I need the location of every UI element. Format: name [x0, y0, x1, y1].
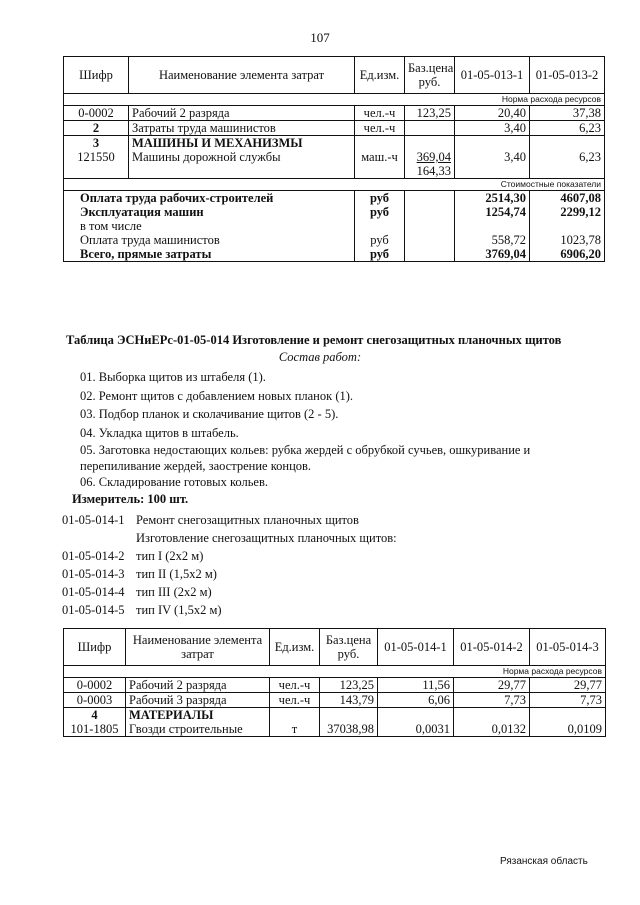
cell-name: Затраты труда машинистов: [129, 121, 355, 136]
cell-unit: чел.-ч: [270, 678, 320, 693]
cell-value: 29,77: [530, 678, 606, 693]
cost-label: Стоимостные показатели: [64, 179, 605, 191]
cell-code: 0-0003: [64, 693, 126, 708]
cell-unit: чел.-ч: [270, 693, 320, 708]
cell-unit: чел.-ч: [355, 106, 405, 121]
table-row: [64, 121, 605, 136]
col-header-2: 01-05-013-2: [530, 57, 605, 94]
cell-price: 37038,98: [320, 722, 378, 737]
norm-label: Норма расхода ресурсов: [64, 666, 606, 678]
cost-value: 3769,04: [455, 247, 530, 262]
col-header-name: Наименование элемента затрат: [129, 57, 355, 94]
price-line-2: 164,33: [416, 164, 451, 178]
cell-code: 2: [64, 121, 129, 136]
cost-name: Оплата труда машинистов: [64, 233, 355, 247]
code-row: [62, 567, 217, 582]
table-header-row: [64, 629, 606, 666]
cell-name: Рабочий 3 разряда: [126, 693, 270, 708]
code-row: [62, 513, 359, 528]
cell-name: Гвозди строительные: [126, 722, 270, 737]
cost-value: 4607,08: [530, 191, 605, 206]
section-title: Таблица ЭСНиЕРс-01-05-014 Изготовление и ремонт снегозащитных планочных щитов: [66, 333, 562, 347]
cost-name: Эксплуатация машин: [64, 205, 355, 219]
code: 01-05-014-4: [62, 585, 125, 599]
code-row: [62, 585, 212, 600]
code-desc: тип II (1,5х2 м): [136, 567, 217, 581]
cost-unit: руб: [355, 205, 405, 219]
table-header-row: [64, 57, 605, 94]
cost-row: [64, 219, 605, 233]
cost-row: [64, 191, 605, 206]
cell-price: 143,79: [320, 693, 378, 708]
cell-value: 29,77: [454, 678, 530, 693]
code: 01-05-014-2: [62, 549, 125, 563]
work-composition-title: Состав работ:: [278, 350, 362, 364]
work-item: 02. Ремонт щитов с добавлением новых планок (1).: [80, 389, 354, 403]
cost-label-row: [64, 179, 605, 191]
cell-unit: т: [270, 722, 320, 737]
cost-value: 6906,20: [530, 247, 605, 262]
code-desc: тип IV (1,5х2 м): [136, 603, 222, 617]
cost-value: 2514,30: [455, 191, 530, 206]
code: 01-05-014-3: [62, 567, 125, 581]
code-row: [62, 549, 203, 564]
col-header-price: Баз.цена руб.: [405, 57, 455, 94]
code-row: [62, 603, 222, 618]
cell-name: Машины дорожной службы: [129, 150, 355, 179]
cell-code: 101-1805: [64, 722, 126, 737]
col-header-unit: Ед.изм.: [355, 57, 405, 94]
col-header-code: Шифр: [64, 57, 129, 94]
cell-price: [405, 121, 455, 136]
code-desc: тип I (2х2 м): [136, 549, 204, 563]
cell-value: 6,23: [530, 150, 605, 179]
code: 01-05-014-1: [62, 513, 125, 527]
col-header-2: 01-05-014-2: [454, 629, 530, 666]
table-row: [64, 708, 606, 723]
cell-code: 0-0002: [64, 106, 129, 121]
cost-unit: руб: [355, 247, 405, 262]
cell-value: 6,06: [378, 693, 454, 708]
col-header-price: Баз.цена руб.: [320, 629, 378, 666]
resource-table-1: [63, 56, 605, 262]
cell-price: 123,25: [320, 678, 378, 693]
cell-code: 3: [64, 136, 129, 151]
table-row: [64, 678, 606, 693]
code-desc: тип III (2х2 м): [136, 585, 212, 599]
cost-value: 1023,78: [530, 233, 605, 247]
cell-code: 121550: [64, 150, 129, 179]
table-row: [64, 722, 606, 737]
col-header-unit: Ед.изм.: [270, 629, 320, 666]
cell-value: 11,56: [378, 678, 454, 693]
table-row: [64, 106, 605, 121]
cell-value: 6,23: [530, 121, 605, 136]
cost-row: [64, 247, 605, 262]
col-header-3: 01-05-014-3: [530, 629, 606, 666]
cell-value: 20,40: [455, 106, 530, 121]
cost-value: 2299,12: [530, 205, 605, 219]
col-header-code: Шифр: [64, 629, 126, 666]
resource-table-2: [63, 628, 606, 737]
cost-row: [64, 205, 605, 219]
meter: Измеритель: 100 шт.: [72, 492, 189, 506]
work-item: 05. Заготовка недостающих кольев: рубка жердей с обрубкой сучьев, ошкуривание и перепиливание жердей, заострение концов.: [80, 443, 531, 473]
col-header-1: 01-05-013-1: [455, 57, 530, 94]
cell-name: Рабочий 2 разряда: [126, 678, 270, 693]
cell-code: 0-0002: [64, 678, 126, 693]
code: 01-05-014-5: [62, 603, 125, 617]
cell-value: 0,0109: [530, 722, 606, 737]
section-heading: МАШИНЫ И МЕХАНИЗМЫ: [129, 136, 355, 151]
code-desc: Ремонт снегозащитных планочных щитов: [136, 513, 359, 527]
cost-value: 1254,74: [455, 205, 530, 219]
work-item: 03. Подбор планок и сколачивание щитов (2 - 5).: [80, 407, 339, 421]
cost-name: Всего, прямые затраты: [64, 247, 355, 262]
cell-value: 7,73: [454, 693, 530, 708]
cost-unit: руб: [355, 191, 405, 206]
norm-row: [64, 94, 605, 106]
cost-value: 558,72: [455, 233, 530, 247]
cell-price: 123,25: [405, 106, 455, 121]
cell-name: Рабочий 2 разряда: [129, 106, 355, 121]
table-row: [64, 150, 605, 179]
cell-value: 3,40: [455, 150, 530, 179]
cell-unit: чел.-ч: [355, 121, 405, 136]
work-item: 06. Складирование готовых кольев.: [80, 475, 268, 489]
page-number: 107: [310, 30, 330, 45]
cost-unit: руб: [355, 233, 405, 247]
cell-value: 7,73: [530, 693, 606, 708]
cell-value: 3,40: [455, 121, 530, 136]
work-item: 01. Выборка щитов из штабеля (1).: [80, 370, 266, 384]
section-heading: МАТЕРИАЛЫ: [126, 708, 270, 723]
col-header-1: 01-05-014-1: [378, 629, 454, 666]
table-row: [64, 136, 605, 151]
table-row: [64, 693, 606, 708]
norm-label: Норма расхода ресурсов: [64, 94, 605, 106]
cell-value: 0,0031: [378, 722, 454, 737]
footer-region: Рязанская область: [500, 856, 588, 867]
cell-unit: маш.-ч: [355, 150, 405, 179]
cost-name: Оплата труда рабочих-строителей: [64, 191, 355, 206]
cost-row: [64, 233, 605, 247]
cell-value: 37,38: [530, 106, 605, 121]
cell-price: [405, 150, 455, 179]
code-desc: Изготовление снегозащитных планочных щитов:: [136, 531, 397, 545]
work-item: 04. Укладка щитов в штабель.: [80, 426, 239, 440]
cell-code: 4: [64, 708, 126, 723]
cell-value: 0,0132: [454, 722, 530, 737]
code-row: [62, 531, 397, 546]
price-line-1: 369,04: [416, 150, 451, 164]
cost-name: в том числе: [64, 219, 355, 233]
col-header-name: Наименование элемента затрат: [126, 629, 270, 666]
norm-row: [64, 666, 606, 678]
